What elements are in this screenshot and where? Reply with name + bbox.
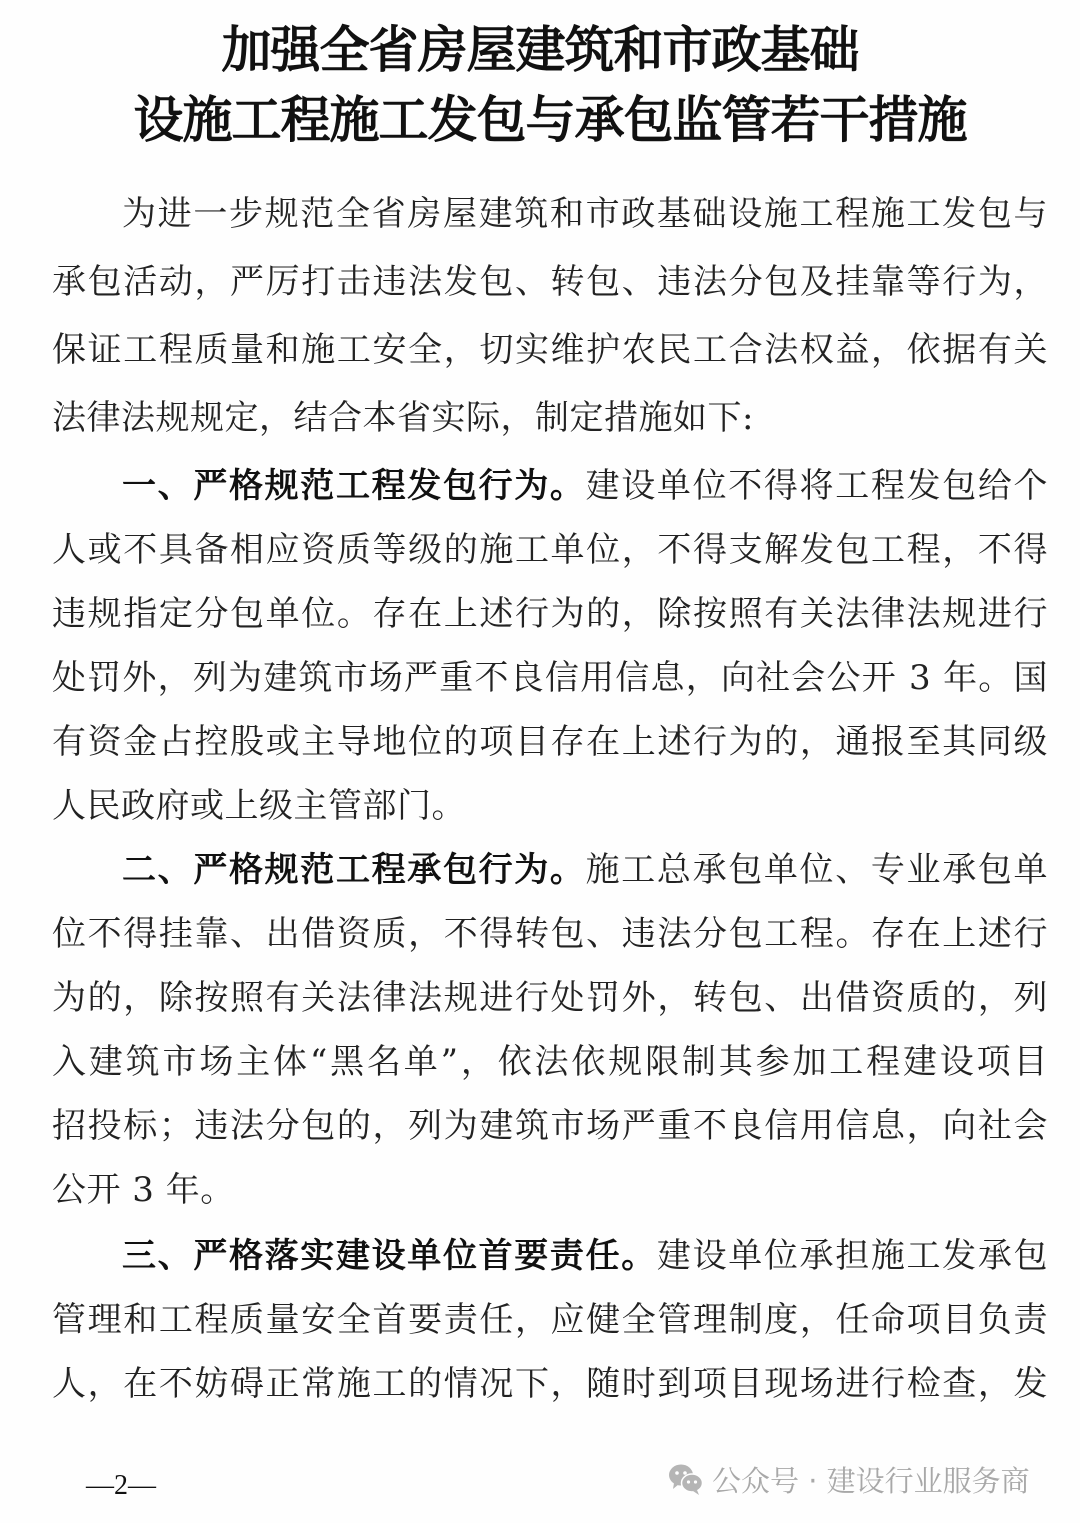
line-text: 施工总承包单位、专业承包单 <box>585 850 1049 890</box>
wechat-icon <box>668 1462 704 1496</box>
line-text: 位不得挂靠、出借资质，不得转包、违法分包工程。存在上述行 <box>52 914 1048 954</box>
line-text: 承包活动，严厉打击违法发包、转包、违法分包及挂靠等行为， <box>52 262 1048 302</box>
body-text-line <box>52 1042 1048 1082</box>
body-text-line <box>52 530 1048 570</box>
line-text: 保证工程质量和施工安全，切实维护农民工合法权益，依据有关 <box>52 330 1048 370</box>
body-text-line <box>52 978 1048 1018</box>
line-text: 处罚外，列为建筑市场严重不良信用信息，向社会公开 3 年。国 <box>52 658 1048 698</box>
watermark <box>668 1457 1030 1501</box>
line-text: 为进一步规范全省房屋建筑和市政基础设施工程施工发包与 <box>122 194 1048 234</box>
body-text-line <box>52 722 1048 762</box>
line-text: 为的，除按照有关法律法规进行处罚外，转包、出借资质的，列 <box>52 978 1048 1018</box>
section-heading-line <box>122 850 1048 890</box>
body-text-line <box>52 1300 1048 1340</box>
body-text-line <box>52 1364 1048 1404</box>
body-text-line <box>52 594 1048 634</box>
section-heading: 二、严格规范工程承包行为。 <box>122 850 586 890</box>
document-title-line-2: 设施工程施工发包与承包监管若干措施 <box>133 91 967 149</box>
body-text-line <box>52 262 1048 302</box>
body-text-line <box>52 658 1048 698</box>
body-text-line <box>52 1106 1048 1146</box>
page-number: —2— <box>86 1470 156 1501</box>
line-text: 有资金占控股或主导地位的项目存在上述行为的，通报至其同级 <box>52 722 1048 762</box>
section-heading-line <box>122 1236 1048 1276</box>
body-text-line <box>122 194 1048 234</box>
body-text-line <box>52 398 1048 438</box>
document-title-line-1: 加强全省房屋建筑和市政基础 <box>221 21 859 79</box>
line-text: 人民政府或上级主管部门。 <box>52 786 466 826</box>
section-heading: 一、严格规范工程发包行为。 <box>122 466 586 506</box>
body-text-line <box>52 1170 1048 1210</box>
body-text-line <box>52 330 1048 370</box>
line-text: 建设单位承担施工发承包 <box>656 1236 1049 1276</box>
line-text: 人，在不妨碍正常施工的情况下，随时到项目现场进行检查，发 <box>52 1364 1048 1404</box>
watermark-text: 公众号 · 建设行业服务商 <box>712 1463 1030 1498</box>
line-text: 法律法规规定，结合本省实际，制定措施如下: <box>52 398 754 438</box>
line-text: 入建筑市场主体“黑名单”，依法依规限制其参加工程建设项目 <box>52 1042 1048 1082</box>
section-heading-line <box>122 466 1048 506</box>
body-text-line <box>52 786 1048 826</box>
line-text: 人或不具备相应资质等级的施工单位，不得支解发包工程，不得 <box>52 530 1048 570</box>
line-text: 管理和工程质量安全首要责任，应健全管理制度，任命项目负责 <box>52 1300 1048 1340</box>
line-text: 建设单位不得将工程发包给个 <box>585 466 1049 506</box>
line-text: 违规指定分包单位。存在上述行为的，除按照有关法律法规进行 <box>52 594 1048 634</box>
section-heading: 三、严格落实建设单位首要责任。 <box>122 1236 657 1276</box>
body-text-line <box>52 914 1048 954</box>
line-text: 公开 3 年。 <box>52 1170 235 1210</box>
line-text: 招投标；违法分包的，列为建筑市场严重不良信用信息，向社会 <box>52 1106 1048 1146</box>
